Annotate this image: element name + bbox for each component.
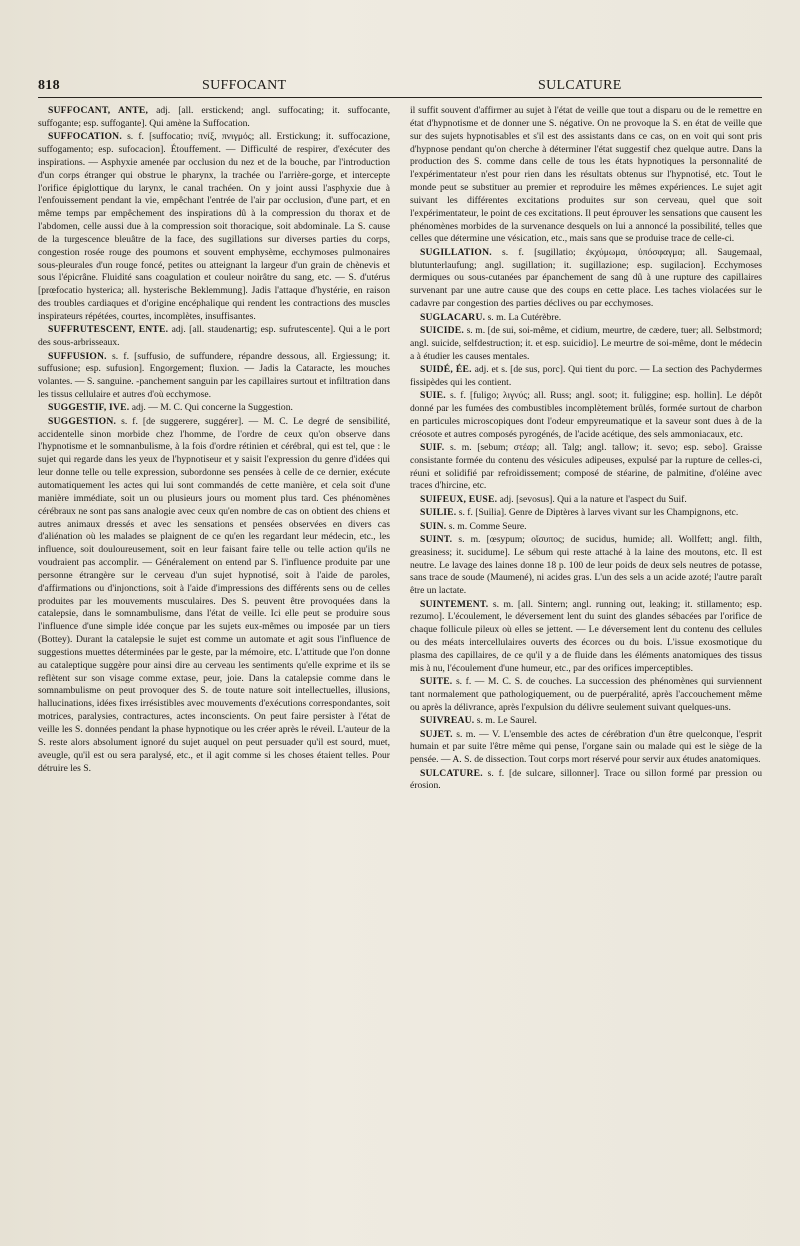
entry-headword: SUIFEUX, EUSE.	[420, 493, 498, 505]
dictionary-entry	[410, 247, 762, 311]
right-guide-word: SULCATURE	[538, 78, 622, 93]
entry-headword: SUIN.	[420, 520, 447, 532]
dictionary-entry	[410, 676, 762, 715]
entry-headword: SUIF.	[420, 441, 445, 453]
entry-headword: SUFFUSION.	[48, 350, 107, 362]
dictionary-entry	[410, 599, 762, 676]
entry-headword: SULCATURE.	[420, 767, 483, 779]
entry-headword: SUILIE.	[420, 507, 457, 519]
entry-text: adj. [sevosus]. Qui a la nature et l'aspect du Suif.	[499, 493, 687, 505]
entry-headword: SUGILLATION.	[420, 246, 492, 258]
entry-text: s. f. [suffusio, de suffundere, répandre dessous, all. Ergiessung; it. suffusione; esp. sufusion]. Engorgement; fluxion. — Jadis la Cataracte, les mouches volantes. — S. sanguine. -panchement sanguin par les capillaires surtout et infiltration dans les tissus cellulaire et autres d'où ecchymose.	[38, 350, 391, 401]
entry-headword: SUITE.	[420, 676, 453, 688]
dictionary-entry	[38, 131, 390, 324]
entry-text: s. m. Le Saurel.	[476, 715, 537, 727]
dictionary-entry	[410, 364, 762, 390]
entry-text: adj. et s. [de sus, porc]. Qui tient du porc. — La section des Pachydermes fissipèdes qui les contient.	[410, 363, 762, 388]
dictionary-entry	[410, 325, 762, 364]
entry-headword: SUINT.	[420, 533, 453, 545]
entry-text: s. f. [sugillatio; ἐκχύμωμα, ὑπόσφαγμα; all. Saugemaal, blutunterlaufung; angl. sugillation; it. sugillazione; esp. sugilacion]. Ecchymoses dermiques ou sous-cutanées par épanchement de sang dû à une rupture des capillaires survenant par une autre cause que des coups en cette place. Les taches violacées sur le cadavre par congestion des parties déclives ou par ecchymoses.	[410, 246, 763, 310]
entry-headword: SUICIDE.	[420, 324, 464, 336]
entry-headword: SUIDÉ, ÉE.	[420, 363, 472, 375]
entry-headword: SUIE.	[420, 390, 446, 402]
dictionary-entry	[410, 494, 762, 507]
right-column	[410, 105, 762, 794]
dictionary-entry	[38, 324, 390, 350]
entry-text: s. m. [sebum; στέαρ; all. Talg; angl. tallow; it. sevo; esp. sebo]. Graisse consistante formée du contenu des vésicules adipeuses, expulsé par la rupture de celles-ci, réuni et solidifié par refroidissement; composé de stéarine, de palmitine, d'oléine avec traces d'hircine, etc.	[410, 441, 762, 492]
dictionary-entry	[38, 402, 390, 415]
dictionary-entry	[38, 351, 390, 402]
entry-text: adj. [all. erstickend; angl. suffocating; it. suffocante, suffogante; esp. suffogante]. Qui amène la Suffocation.	[38, 105, 390, 129]
entry-headword: SUJET.	[420, 728, 453, 740]
entry-text: adj. [all. staudenartig; esp. sufrutescente]. Qui a le port des sous-arbrisseaux.	[38, 324, 390, 349]
left-column	[38, 105, 390, 776]
left-guide-word: SUFFOCANT	[202, 78, 287, 93]
entry-text: il suffit souvent d'affirmer au sujet à l'état de veille que tout a disparu ou de le remettre en état d'hypnotisme et de donner une S. négative. On ne provoque la S. en état de veille que sur des sujets hypnotisables et s'il est des assistants dans ce cas, on en voit qui sont pris d'hypnose pendant qu'on cherche à déterminer l'état suggestif chez quelque autre. Dans la production des S. comme dans celle de tous les états hypnotiques la personnalité de l'expérimentateur n'est pour rien dans les résultats obtenus sur l'hypnotisé, etc. Tout le monde peut se substituer au premier et reproduire les mêmes expériences. Le sujet agit suivant les différentes excitations produites sur son cerveau, quel que soit l'expérimentateur, le point de ces excitations. Il peut éprouver les sensations que causent les phénomènes morbides de la survenance desquels on lui a annoncé la possibilité, telles que celles que détermine une vésication, etc., mais sans que se produise trace de celle-ci.	[410, 105, 762, 245]
entry-headword: SUIVREAU.	[420, 715, 475, 727]
entry-text: s. f. [de suggerere, suggérer]. — M. C. Le degré de sensibilité, accidentelle sinon morbide chez l'homme, de l'ordre de ceux qu'on observe dans l'hypnotisme et le somnanbulisme, à la fois d'ordre rétinien et cérébral, qui est tel, que : le sujet qui regarde dans les yeux de l'hypnotiseur et y saisit l'expression du genre d'idées qui leur donne telle ou telle expression, subordonne ses pensées à celle de ce dernier, exécute automatiquement les actes qui lui sont commandés de cette manière, et cela soit d'une manière immédiate, soit un ou plusieurs jours ou moment plus tard. Ces phénomènes cérébraux ne sont pas sans analogie avec ceux qu'en nombre de cas on obtient des chiens et autres animaux dressés et avec les sensations et pensées observées en divers cas d'aliénation où les malades se plaignent de ce qu'en les regardant leur médecin, etc., les influence, soit douloureusement, soit en leur faisant faire telle ou telle action qu'ils ne voudraient pas accomplir. — Généralement on entend par S. l'influence produite par une personne étrangère sur le cerveau d'un sujet hypnotisé, soit à l'aide de paroles, d'affirmations ou d'injonctions, soit à l'aide d'impressions des différents sens ou de celles produites par les mouvements musculaires. Des S. peuvent être provoquées dans la catalepsie, dans le somnambulisme, dans l'état de veille. Ici elle peut se produire sous l'influence d'une simple idée conçue par les sujets eux-mêmes ou imposée par un tiers (Bottey). Durant la catalepsie le sujet est comme un automate et agit sous l'influence de suggestions muettes déterminées par le geste, par la mémoire, etc. L'attitude que l'on donne au cataleptique suggère pour ainsi dire au cerveau les sentiments qu'elle exprime et ils se reflètent sur son visage comme extase, peur, joie. Dans la catalepsie comme dans le somnambulisme on peut provoquer des S. de toute nature soit intellectuelles, illusions, hallucinations, idées fixes irrésistibles avec mouvements d'exécutions correspondantes, soit motrices, paralysies, contractures, actes inconscients. On peut faire persister à l'état de veille les S. données pendant la phase hypnotique ou les créer après le réveil. L'auteur de la S. reste alors absolument ignoré du sujet auquel on peut persuader qu'il est sourd, muet, aveugle, qu'il est ou sera paralysé, etc., et il agit comme si les choses étaient telles. Pour détruire les S.	[38, 415, 390, 774]
dictionary-entry	[410, 521, 762, 534]
dictionary-entry	[38, 105, 390, 131]
dictionary-entry	[410, 442, 762, 493]
entry-text: s. m. [de sui, soi-même, et cidium, meurtre, de cædere, tuer; all. Selbstmord; angl. suicide, selfdestruction; it. et esp. suicidio]. Le meurtre de soi-même, dont le médecin a à étudier les causes mentales.	[410, 324, 762, 362]
entry-headword: SUGGESTIF, IVE.	[48, 402, 130, 414]
header-rule	[38, 97, 762, 98]
entry-text: s. f. — M. C. S. de couches. La succession des phénomènes qui surviennent tant normalement que pathologiquement, ou de puerpéralité, après l'accouchement même ou après la délivrance, après l'expulsion du délivre seulement suivant quelques-uns.	[410, 676, 762, 713]
entry-text: s. m. La Cutérèbre.	[487, 311, 562, 323]
dictionary-entry	[410, 312, 762, 325]
dictionary-entry	[410, 715, 762, 728]
entry-headword: SUFFRUTESCENT, ENTE.	[48, 324, 169, 336]
entry-headword: SUFFOCATION.	[48, 131, 122, 143]
entry-text: s. f. [fuligo; λιγνύς; all. Russ; angl. soot; it. fuliggine; esp. hollin]. Le dépôt donné par les fumées des combustibles incomplètement brûlés, formée surtout de charbon en particules microscopiques dont l'odeur empyreumatique et la saveur sont dues à de la créosote et autres composés pyrogénés, de l'acide acétique, des sels ammoniacaux, etc.	[410, 390, 762, 440]
entry-headword: SUGLACARU.	[420, 311, 486, 323]
dictionary-entry	[410, 390, 762, 441]
dictionary-entry	[38, 416, 390, 776]
entry-text: s. m. Comme Seure.	[448, 520, 527, 532]
entry-text: s. m. — V. L'ensemble des actes de cérébration d'un être quelconque, l'esprit humain et par suite l'être même qui pense, l'organe sain ou malade qui est le siège de la pensée. — A. S. de dissection. Tout corps mort réservé pour servir aux études anatomiques.	[410, 728, 762, 766]
dictionary-entry	[410, 768, 762, 794]
page-number: 818	[38, 78, 60, 93]
entry-headword: SUFFOCANT, ANTE,	[48, 105, 149, 116]
entry-text: adj. — M. C. Qui concerne la Suggestion.	[131, 402, 293, 414]
dictionary-entry	[410, 507, 762, 520]
dictionary-entry	[410, 729, 762, 768]
dictionary-entry	[410, 534, 762, 598]
entry-headword: SUGGESTION.	[48, 415, 117, 427]
entry-text: s. f. [suffocatio; πνίξ, πνιγμός; all. Erstickung; it. suffocazione, suffogamento; esp. sufocacion]. Étouffement. — Difficulté de respirer, d'exécuter des inspirations. — Asphyxie amenée par occlusion du nez et de la bouche, par l'introduction d'un corps étranger qui obstrue le pharynx, la trachée ou l'arrière-gorge, et intercepte l'orifice épiglottique du larynx, le canal trachéen. On y joint aussi l'asphyxie due à l'enfouissement pendant la vie, empêchant l'entrée de l'air par occlusion, d'une part, et en même temps par empêchement des inspirations dû à la compression du thorax et de l'abdomen, celle aussi due à la compression soit thoracique, soit abdominale. La S. cause de la turgescence bleuâtre de la face, des sugillations sur diverses parties du corps, congestion rosée rouge des poumons et souvent emphysème, ecchymoses pulmonaires sous-pleurales d'un rouge foncé, petites ou atteignant la largeur d'un grain de chènevis et sous l'épicrâne. Fluidité sans coagulation et couleur noirâtre du sang, etc. — S. d'utérus [prœfocatio hysterica; all. hysterische Beklemmung]. Jadis l'attaque d'hystérie, en raison des troubles cardiaques et d'origine encéphalique qui rendent les contractions des muscles inspirateurs répétées, courtes, incomplètes, insuffisantes.	[38, 131, 390, 322]
entry-text: s. m. [œsypum; οἴσυπος; de sucidus, humide; all. Wollfett; angl. filth, greasiness; it. sucidume]. Le sébum qui reste attaché à la laine des moutons, etc. Il est neutre. Le lavage des laines donne 18 p. 100 de leur poids de deux sels neutres de potasse, sans trace de soude (Maumené), ni acides gras. L'un des sels a un acide azoté; l'autre paraît être un lactate.	[410, 533, 762, 597]
entry-text: s. m. [all. Sintern; angl. running out, leaking; it. stillamento; esp. rezumo]. L'écoulement, le déversement lent du suint des glandes sébacées par l'orifice de chaque follicule pileux où elles se jettent. — Le déversement lent du contenu des cellules ou des méats intercellulaires ouverts des écorces ou du bois. L'issue exosmotique du plasma des capillaires, de ce qu'il y a de fluide dans les éléments anatomiques des tissus mis à nu, l'écoulement d'une humeur, etc., par des orifices imperceptibles.	[410, 598, 762, 674]
dictionary-entry	[410, 105, 762, 246]
entry-text: s. f. [de sulcare, sillonner]. Trace ou sillon formé par pression ou érosion.	[410, 767, 762, 792]
entry-text: s. f. [Suilia]. Genre de Diptères à larves vivant sur les Champignons, etc.	[458, 507, 739, 519]
entry-headword: SUINTEMENT.	[420, 598, 489, 610]
